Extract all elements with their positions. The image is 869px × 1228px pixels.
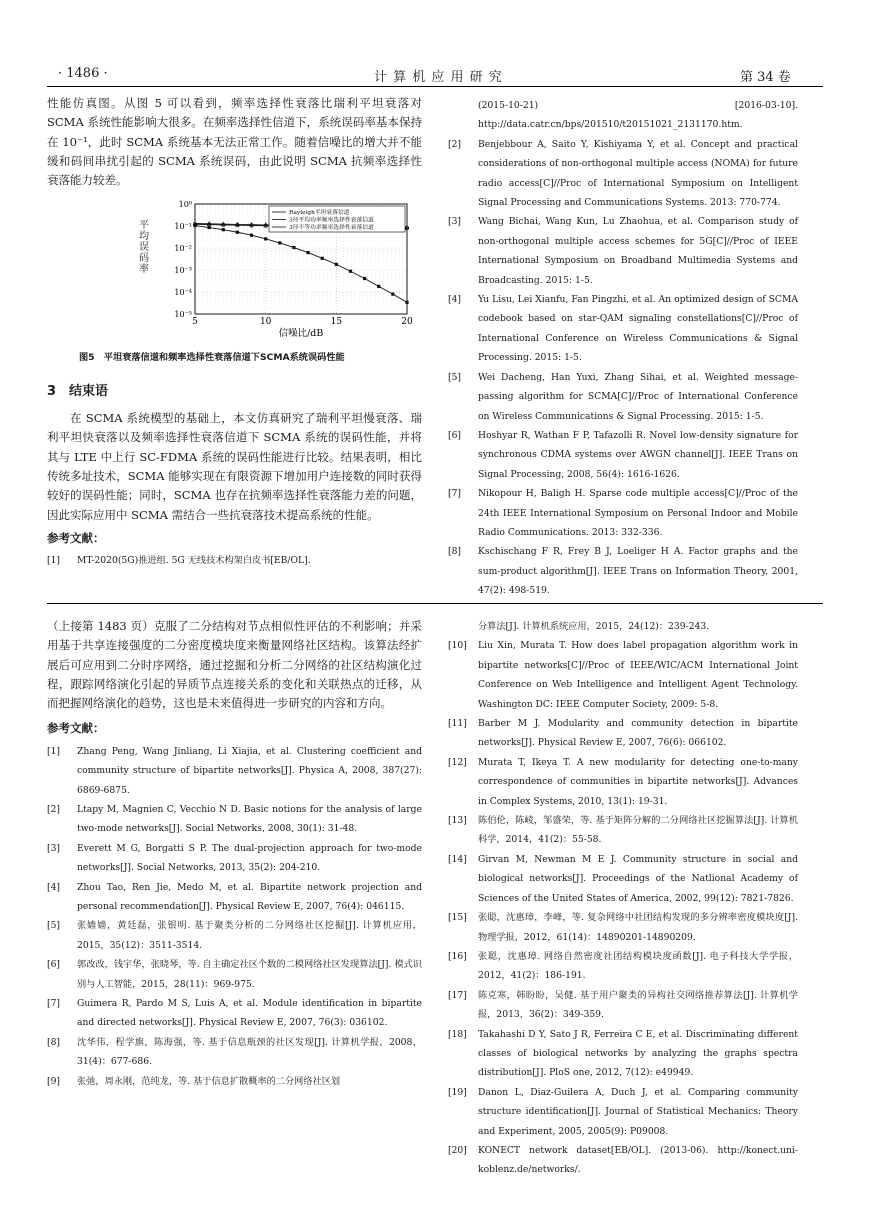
data-point — [363, 277, 366, 280]
reference-item: [8] 沈华伟，程学旗，陈海强，等. 基于信息瓶颈的社区发现[J]. 计算机学报，2008，31(4)：677-686. — [47, 1036, 422, 1068]
reference-item: 分算法[J]. 计算机系统应用，2015，24(12)：239-243. — [478, 621, 710, 632]
reference-item: [1] Zhang Peng, Wang Jinliang, Li Xiajia, et al. Clustering coefficient and community structure of bipartite networks[J]. Physica A, 2008, 387(27): 6869-6875. — [47, 745, 422, 796]
x-tick-label: 20 — [401, 317, 413, 328]
reference-item: [12] Murata T, Ikeya T. A new modularity for detecting one-to-many correspondence of communities in bipartite networks[J]. Advances in Complex Systems, 2010, 13(1): 19-31. — [448, 756, 798, 807]
y-tick-label: 10⁻⁵ — [174, 310, 192, 320]
y-tick-label: 10⁻² — [174, 244, 192, 254]
y-tick-label: 10⁻⁴ — [174, 288, 192, 298]
reference-item: [3] Wang Bichai, Wang Kun, Lu Zhaohua, et al. Comparison study of non-orthogonal multiple access schemes for 5G[C]//Proc of IEEE International Symposium on Broadband Multimedia Systems and Broadcasting. 2015: 1-5. — [448, 216, 798, 286]
reference-item: [6] 郭改改，钱宇华，张晓琴，等. 自主确定社区个数的二模网络社区发现算法[J]. 模式识别与人工智能，2015，28(11)：969-975. — [47, 959, 422, 990]
journal-title: 计 算 机 应 用 研 究 — [374, 70, 503, 85]
data-point — [335, 263, 338, 266]
data-point — [236, 231, 239, 234]
reference-item: [9] 张弛，周永刚，范纯龙，等. 基于信息扩散概率的二分网络社区划 — [47, 1075, 341, 1087]
reference-item: [20] KONECT network dataset[EB/OL]. (2013-06). http://konect.uni-koblenz.de/networks/. — [448, 1144, 798, 1176]
reference-item: [18] Takahashi D Y, Sato J R, Ferreira C E, et al. Discriminating different classes of biological networks by analyzing the graphs spectra distribution[J]. PloS one, 2012, 7(12): e49949. — [448, 1028, 798, 1079]
data-point — [264, 238, 267, 241]
article-divider — [47, 603, 823, 604]
data-point — [292, 246, 295, 249]
header-rule — [47, 86, 823, 87]
reference-item: [16] 张聪，沈惠璋. 网络自然密度社团结构模块度函数[J]. 电子科技大学学报，2012，41(2)：186-191. — [448, 950, 798, 982]
y-tick-label: 10⁰ — [178, 200, 192, 210]
reference-item: [7] Guimera R, Pardo M S, Luis A, et al. Module identification in bipartite and directed networks[J]. Physical Review E, 2007, 76(3): 036102. — [47, 998, 422, 1029]
references-heading: 参考文献： — [47, 530, 105, 545]
x-tick-label: 5 — [192, 317, 198, 328]
continued-paragraph: （上接第 1483 页）克服了二分结构对节点相似性评估的不利影响；并采用基于共享连接强度的二分密度模块度来衡量网络社区结构。该算法经扩展后可应用到二分时序网络，通过挖掘和分析二分网络的社区结构演化过程，跟踪网络演化引起的异质节点连接关系的变化和关联热点的迁移，从而把握网络演化的趋势，这也是未来值得进一步研究的内容和方向。 — [47, 619, 422, 711]
page-number: · 1486 · — [58, 66, 108, 81]
reference-item: [5] 张嫱嫱，黄廷磊，张银明. 基于聚类分析的二分网络社区挖掘[J]. 计算机应用，2015，35(12)：3511-3514. — [47, 920, 422, 951]
reference-item: [4] Yu Lisu, Lei Xianfu, Fan Pingzhi, et al. An optimized design of SCMA codebook based on star-QAM signaling constellations[C]//Proc of International Conference on Wireless Communications & Signal Processing. 2015: 1-5. — [448, 294, 798, 364]
legend-label: 3径平均功率频率选择性衰落信道 — [289, 218, 374, 225]
reference-item: [13] 陈伯伦，陈崚，邹盛荣，等. 基于矩阵分解的二分网络社区挖掘算法[J]. 计算机科学，2014，41(2)：55-58. — [448, 815, 798, 846]
x-tick-label: 15 — [330, 317, 343, 328]
reference-item: [17] 陈克寒，韩盼盼，吴健. 基于用户聚类的异构社交网络推荐算法[J]. 计算机学报，2013，36(2)：349-359. — [448, 989, 798, 1021]
volume-label: 第 34 卷 — [740, 70, 791, 85]
reference-item: [5] Wei Dacheng, Han Yuxi, Zhang Sihai, et al. Weighted message-passing algorithm for SCMA[C]//Proc of International Conference on Wireless Communications & Signal Processing. 2015: 1-5. — [448, 371, 798, 422]
reference-item: [11] Barber M J. Modularity and community detection in bipartite networks[J]. Physical Review E, 2007, 76(6): 066102. — [448, 718, 798, 749]
reference-item: [10] Liu Xin, Murata T. How does label propagation algorithm work in bipartite networks[C]//Proc of IEEE/WIC/ACM International Joint Conference on Web Intelligence and Intelligent Agent Technology. Washington DC: IEEE Computer Society, 2009: 5-8. — [448, 640, 798, 710]
y-tick-label: 10⁻³ — [174, 266, 192, 276]
reference-item: [2] Ltapy M, Magnien C, Vecchio N D. Basic notions for the analysis of large two-mode networks[J]. Social Networks, 2008, 30(1): 31-48. — [47, 804, 422, 835]
reference-item: [19] Danon L, Diaz-Guilera A, Duch J, et al. Comparing community structure identification[J]. Journal of Statistical Mechanics: Theory and Experiment, 2005, 2005(9): P09008. — [448, 1086, 798, 1137]
reference-item: [1] MT-2020(5G)推进组. 5G 无线技术构架白皮书[EB/OL]. — [47, 555, 311, 567]
data-point — [306, 251, 309, 254]
reference-item: (2015-10-21) [2016-03-10]. http://data.catr.cn/bps/201510/t20151021_2131170.htm. — [478, 100, 798, 131]
data-point — [321, 257, 324, 260]
figure-caption: 图5 平坦衰落信道和频率选择性衰落信道下SCMA系统误码性能 — [79, 352, 345, 364]
data-point — [278, 242, 281, 245]
data-point — [377, 285, 380, 288]
reference-item: [8] Kschischang F R, Frey B J, Loeliger H A. Factor graphs and the sum-product algorithm[J]. IEEE Trans on Information Theory, 2001, 47(2): 498-519. — [448, 546, 798, 597]
y-axis-label: 平均误码率 — [139, 220, 149, 276]
bottom-left-column — [47, 617, 422, 1091]
bottom-right-references — [448, 617, 798, 1180]
reference-item: [14] Girvan M, Newman M E J. Community structure in social and biological networks[J]. Proceedings of the Natlional Academy of Sciences of the United States of America, 2002, 99(12): 7821-7826. — [448, 853, 798, 904]
references-heading: 参考文献： — [47, 721, 105, 736]
conclusion-paragraph: 在 SCMA 系统模型的基础上，本文仿真研究了瑞利平坦慢衰落、瑞利平坦快衰落以及频率选择性衰落信道下 SCMA 系统的误码性能，并将其与 LTE 中上行 SC-FDMA 系统的误码性能进行比较。结果表明，相比传统多址技术，SCMA 能够实现在有限资源下增加用户连接数的同时获得较好的误码性能；同时，SCMA 也存在抗频率选择性衰落能力差的问题，因此实际应用中 SCMA 需结合一些抗衰落技术提高系统的性能。 — [47, 411, 422, 522]
figure-5 — [47, 198, 422, 346]
data-point — [250, 234, 253, 237]
reference-item: [3] Everett M G, Borgatti S P. The dual-projection approach for two-mode networks[J]. Social Networks, 2013, 35(2): 204-210. — [47, 842, 422, 874]
reference-item: [6] Hoshyar R, Wathan F P, Tafazolli R. Novel low-density signature for synchronous CDMA systems over AWGN channel[J]. IEEE Trans on Signal Processing, 2008, 56(4): 1616-1626. — [448, 429, 798, 480]
top-right-references — [448, 96, 798, 601]
reference-item: [2] Benjebbour A, Saito Y, Kishiyama Y, et al. Concept and practical considerations of non-orthogonal multiple access (NOMA) for future radio access[C]//Proc of International Symposium on Intelligent Signal Processing and Communications Systems. 2013: 770-774. — [448, 138, 798, 209]
ber-chart — [157, 198, 457, 338]
y-tick-label: 10⁻¹ — [174, 222, 192, 232]
top-left-column — [47, 94, 422, 571]
data-point — [349, 270, 352, 273]
section-title: 3 结束语 — [47, 383, 109, 399]
reference-item: [7] Nikopour H, Baligh H. Sparse code multiple access[C]//Proc of the 24th IEEE International Symposium on Personal Indoor and Mobile Radio Communications. 2013: 332-336. — [448, 488, 798, 538]
data-point — [222, 229, 225, 232]
reference-item: [4] Zhou Tao, Ren Jie, Medo M, et al. Bipartite network projection and personal recommendation[J]. Physical Review E, 2007, 76(4): 046115. — [47, 881, 422, 913]
x-tick-label: 10 — [259, 317, 272, 328]
results-paragraph: 性能仿真图。从图 5 可以看到，频率选择性衰落比瑞利平坦衰落对 SCMA 系统性能影响大很多。在频率选择性信道下，系统误码率基本保持在 10⁻¹，此时 SCMA 系统基本无法正常工作。随着信噪比的增大并不能缓和码间串扰引起的 SCMA 系统误码，由此说明 SCMA 抗频率选择性衰落能力较差。 — [47, 96, 422, 188]
legend-label: 3径不等功率频率选择性衰落信道 — [289, 225, 374, 232]
data-point — [391, 293, 394, 296]
x-axis-label: 信噪比/dB — [278, 328, 324, 339]
reference-item: [15] 张聪，沈惠璋，李峰，等. 复杂网络中社团结构发现的多分辨率密度模块度[J]. 物理学报，2012，61(14)：14890201-14890209. — [448, 912, 798, 943]
series-line — [195, 226, 407, 303]
data-point — [405, 301, 408, 304]
legend-label: Rayleigh平坦衰落信道 — [289, 210, 350, 217]
